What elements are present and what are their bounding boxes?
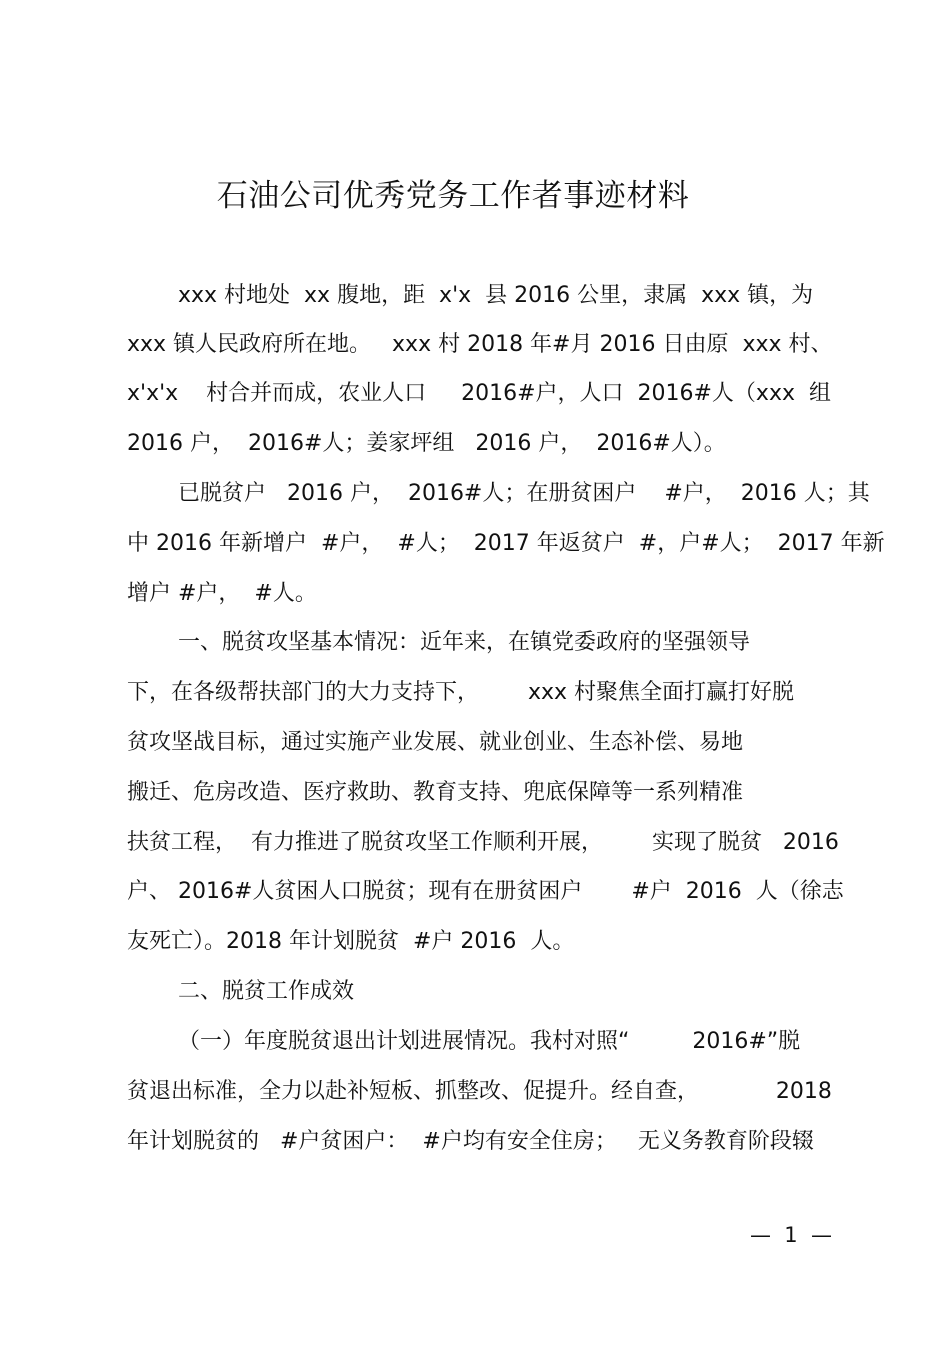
body-line: 贫退出标准，全力以赴补短板、抓整改、促提升。经自查， 2018 (127, 1079, 832, 1104)
body-line: 搬迁、危房改造、医疗救助、教育支持、兜底保障等一系列精准 (127, 780, 744, 805)
body-line: 增户 #户， #人。 (127, 581, 317, 606)
subsection-line: （一）年度脱贫退出计划进展情况。我村对照“ 2016#”脱 (178, 1029, 801, 1054)
body-line: 友死亡）。2018 年计划脱贫 #户 2016 人。 (127, 929, 575, 954)
body-line: 贫攻坚战目标，通过实施产业发展、就业创业、生态补偿、易地 (127, 730, 744, 755)
body-line: xxx 村地处 xx 腹地，距 x'x 县 2016 公里，隶属 xxx 镇，为 (178, 283, 814, 308)
body-line: 下，在各级帮扶部门的大力支持下， xxx 村聚焦全面打赢打好脱 (127, 680, 795, 705)
body-line: 年计划脱贫的 #户贫困户： #户均有安全住房； 无义务教育阶段辍 (127, 1129, 814, 1154)
document-title: 石油公司优秀党务工作者事迹材料 (216, 178, 690, 214)
page-number: — 1 — (749, 1223, 832, 1247)
body-line: 中 2016 年新增户 #户， #人； 2017 年返贫户 #，户#人； 2017 年新 (127, 531, 885, 556)
body-line: 已脱贫户 2016 户， 2016#人；在册贫困户 #户， 2016 人；其 (178, 481, 870, 506)
section-heading-line: 一、脱贫攻坚基本情况：近年来，在镇党委政府的坚强领导 (178, 630, 751, 655)
body-line: 2016 户， 2016#人；姜家坪组 2016 户， 2016#人）。 (127, 431, 726, 456)
body-line: 扶贫工程， 有力推进了脱贫攻坚工作顺利开展， 实现了脱贫 2016 (127, 830, 839, 855)
body-line: x'x'x 村合并而成，农业人口 2016#户，人口 2016#人（xxx 组 (127, 381, 831, 406)
body-line: 户、 2016#人贫困人口脱贫；现有在册贫困户 #户 2016 人（徐志 (127, 879, 844, 904)
body-line: xxx 镇人民政府所在地。 xxx 村 2018 年#月 2016 日由原 xxx 村、 (127, 332, 833, 357)
section-heading: 二、脱贫工作成效 (178, 979, 355, 1004)
